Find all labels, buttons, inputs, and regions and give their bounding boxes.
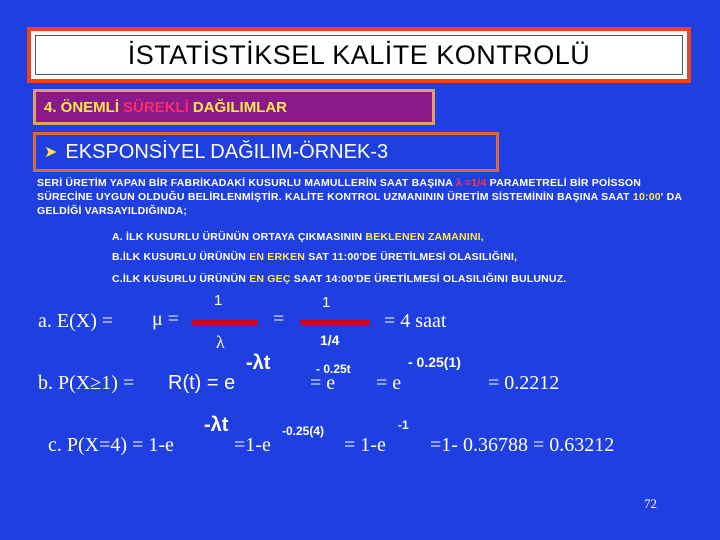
question-a-text: A. İLK KUSURLU ÜRÜNÜN ORTAYA ÇIKMASININ [112,231,363,243]
question-b [112,250,517,264]
question-b-highlight: EN ERKEN [249,251,306,263]
question-b-text-2: SAT 11:00'DE ÜRETİLMESİ OLASILIĞINI, [308,251,518,263]
eq-a-mu: μ = [152,308,180,330]
eq-c-exponent-1: -λt [204,414,229,436]
eq-b-e-3: = e [376,372,402,394]
heading-box [33,132,499,172]
fraction-bar-2 [300,320,370,325]
eq-c-lhs: c. P(X=4) = 1-e [48,434,174,456]
eq-b-exponent-3: - 0.25(1) [408,354,461,370]
eq-a-denominator-2: 1/4 [320,332,340,348]
problem-statement [37,176,687,218]
problem-parameter: λ =1/4 [455,177,487,189]
eq-c-result: =1- 0.36788 = 0.63212 [430,434,615,456]
eq-c-exponent-2: -0.25(4) [282,424,325,438]
eq-c-exponent-3: -1 [398,418,409,432]
fraction-bar-1 [192,320,258,325]
question-c [112,272,566,286]
eq-b-lhs: b. P(X≥1) = [38,372,135,394]
title-inner [35,35,683,75]
slide-title: İSTATİSTİKSEL KALİTE KONTROLÜ [127,39,591,70]
title-box [27,27,691,83]
section-keyword: SÜREKLİ [123,98,189,116]
problem-text-2: PARAMETRELİ BİR POİSSON SÜRECİNE UYGUN OLDUĞU BELİRLENMİŞTİR. KALİTE KONTROL UZMANININ ÜRETİM SİSTEMİNİN BAŞINA SAAT [37,177,642,203]
eq-c-e-3: = 1-e [344,434,386,456]
page-number: 72 [644,496,657,511]
section-number: 4. ÖNEMLİ [44,98,120,116]
eq-b-reliability: R(t) = e [168,372,236,394]
eq-b-exponent-2: - 0.25t [316,362,351,376]
eq-b-e-2: = e [310,372,336,394]
section-bar [33,89,435,125]
question-b-text: B.İLK KUSURLU ÜRÜNÜN [112,251,247,263]
question-a [112,230,484,244]
eq-a-numerator-1: 1 [214,292,223,309]
eq-b-result: = 0.2212 [488,372,560,394]
section-label: DAĞILIMLAR [192,98,288,116]
heading-text: EKSPONSİYEL DAĞILIM-ÖRNEK-3 [65,140,389,163]
question-c-highlight: EN GEÇ [249,273,291,285]
eq-b-exponent-1: -λt [246,352,271,374]
eq-c-e-2: =1-e [234,434,271,456]
eq-a-numerator-2: 1 [322,294,331,311]
question-a-highlight: BEKLENEN ZAMANINI, [365,231,484,243]
problem-time: 10:00 [632,191,661,203]
question-c-text: C.İLK KUSURLU ÜRÜNÜN [112,273,247,285]
question-c-text-2: SAAT 14:00'DE ÜRETİLMESİ OLASILIĞINI BULUNUZ. [293,273,567,285]
arrow-bullet-icon: ➤ [44,144,58,161]
eq-a-result: = 4 saat [384,310,447,332]
problem-text-3: ' DA GELDİĞİ VARSAYILDIĞINDA; [37,191,682,217]
eq-a-denominator-1: λ [216,332,225,352]
problem-text-1: SERİ ÜRETİM YAPAN BİR FABRİKADAKİ KUSURLU MAMULLERİN SAAT BAŞINA [37,177,453,189]
eq-a-equals: = [273,308,285,330]
eq-a-lhs: a. E(X) = [38,310,114,332]
